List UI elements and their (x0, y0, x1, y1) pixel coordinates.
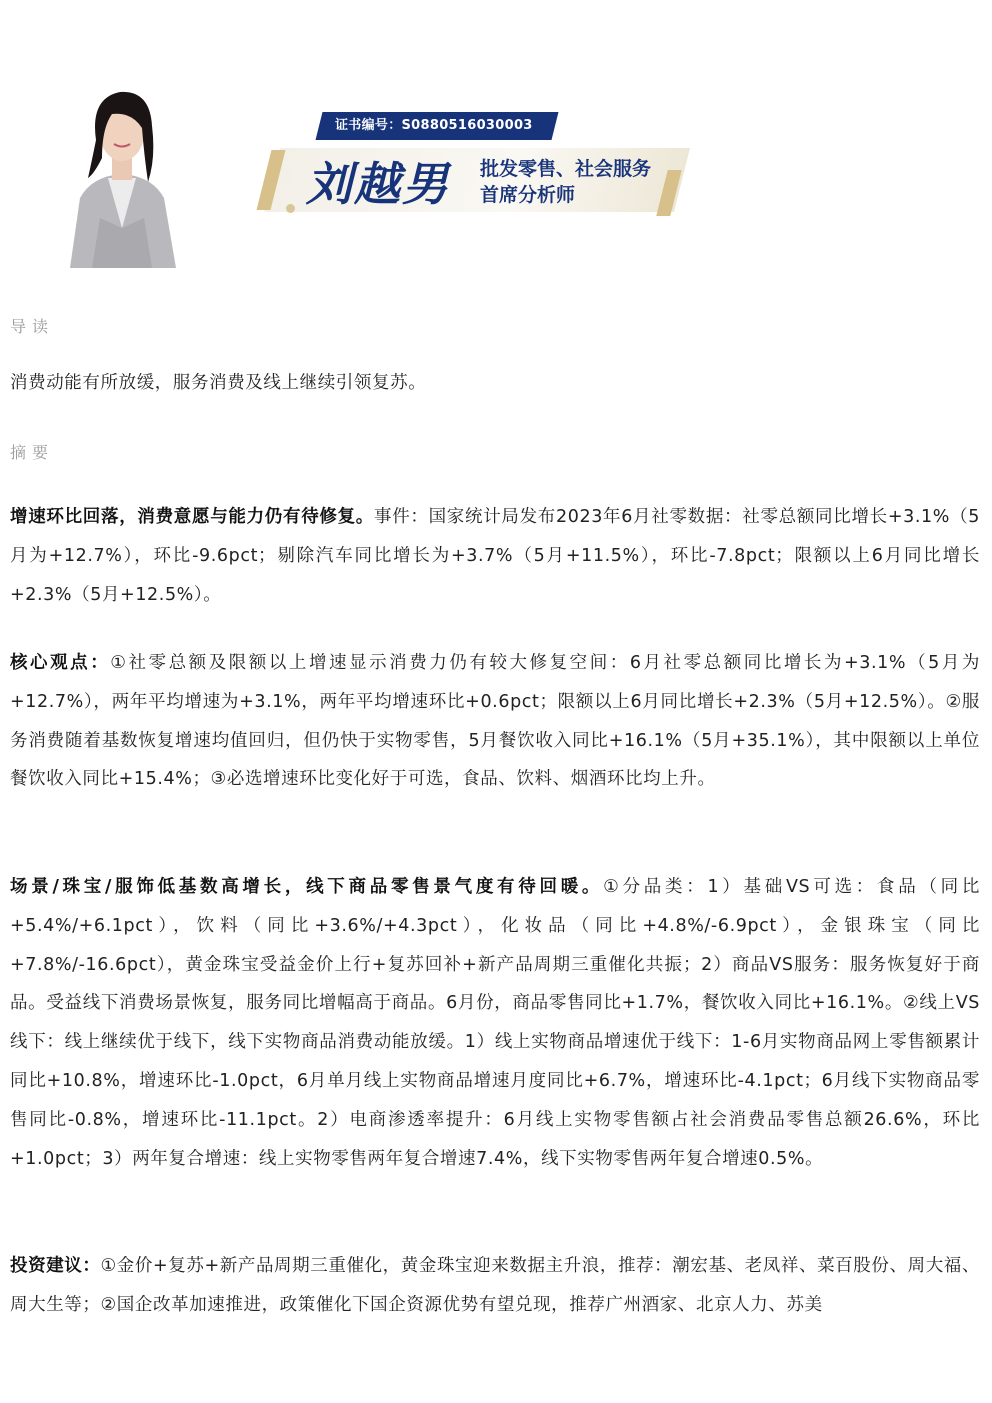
banner-dot (286, 204, 295, 213)
analyst-role-line2: 首席分析师 (480, 184, 576, 206)
certificate-number: 证书编号：S0880516030003 (335, 118, 533, 133)
analyst-photo (52, 78, 192, 268)
paragraph-investment-body: ①金价+复苏+新产品周期三重催化，黄金珠宝迎来数据主升浪，推荐：潮宏基、老凤祥、菜百股份、周大福、周大生等；②国企改革加速推进，政策催化下国企资源优势有望兑现，推荐广州酒家、北京人力、苏美 (10, 1256, 980, 1315)
header (0, 0, 992, 290)
summary-label: 摘要 (10, 443, 55, 462)
analyst-name: 刘越男 (306, 157, 450, 211)
paragraph-categories-heading: 场景/珠宝/服饰低基数高增长，线下商品零售景气度有待回暖。 (10, 877, 604, 897)
paragraph-categories-body: ①分品类：1）基础VS可选：食品（同比+5.4%/+6.1pct），饮料（同比+3.6%/+4.3pct），化妆品（同比+4.8%/-6.9pct），金银珠宝（同比+7.8%/-16.6pct），黄金珠宝受益金价上行+复苏回补+新产品周期三重催化共振；2）商品VS服务：服务恢复好于商品。受益线下消费场景恢复，服务同比增幅高于商品。6月份，商品零售同比+1.7%，餐饮收入同比+16.1%。②线上VS线下：线上继续优于线下，线下实物商品消费动能放缓。1）线上实物商品增速优于线下：1-6月实物商品网上零售额累计同比+10.8%，增速环比-1.0pct，6月单月线上实物商品增速月度同比+6.7%，增速环比-4.1pct；6月线下实物商品零售同比-0.8%，增速环比-11.1pct。2）电商渗透率提升：6月线上实物零售额占社会消费品零售总额26.6%，环比+1.0pct；3）两年复合增速：线上实物零售两年复合增速7.4%，线下实物零售两年复合增速0.5%。 (10, 877, 980, 1169)
guide-label: 导读 (10, 317, 55, 336)
paragraph-core-view-body: ①社零总额及限额以上增速显示消费力仍有较大修复空间：6月社零总额同比增长为+3.1%（5月为+12.7%），两年平均增速为+3.1%，两年平均增速环比+0.6pct；限额以上6月同比增长+2.3%（5月+12.5%）。②服务消费随着基数恢复增速均值回归，但仍快于实物零售，5月餐饮收入同比+16.1%（5月+35.1%），其中限额以上单位餐饮收入同比+15.4%；③必选增速环比变化好于可选，食品、饮料、烟酒环比均上升。 (10, 653, 980, 790)
paragraph-event-heading: 增速环比回落，消费意愿与能力仍有待修复。 (10, 507, 374, 527)
paragraph-investment-heading: 投资建议： (10, 1256, 101, 1276)
guide-text: 消费动能有所放缓，服务消费及线上继续引领复苏。 (10, 373, 427, 393)
analyst-role-line1: 批发零售、社会服务 (480, 158, 652, 180)
paragraph-core-view (10, 644, 980, 799)
paragraph-core-view-heading: 核心观点： (10, 653, 111, 673)
paragraph-event-body: 事件：国家统计局发布2023年6月社零数据：社零总额同比增长+3.1%（5月为+12.7%），环比-9.6pct；剔除汽车同比增长为+3.7%（5月+11.5%），环比-7.8pct；限额以上6月同比增长+2.3%（5月+12.5%）。 (10, 507, 981, 605)
paragraph-event (10, 498, 980, 614)
analyst-banner (262, 108, 692, 220)
paragraph-categories (10, 868, 980, 1178)
paragraph-investment (10, 1247, 980, 1325)
certificate-badge (316, 112, 559, 140)
